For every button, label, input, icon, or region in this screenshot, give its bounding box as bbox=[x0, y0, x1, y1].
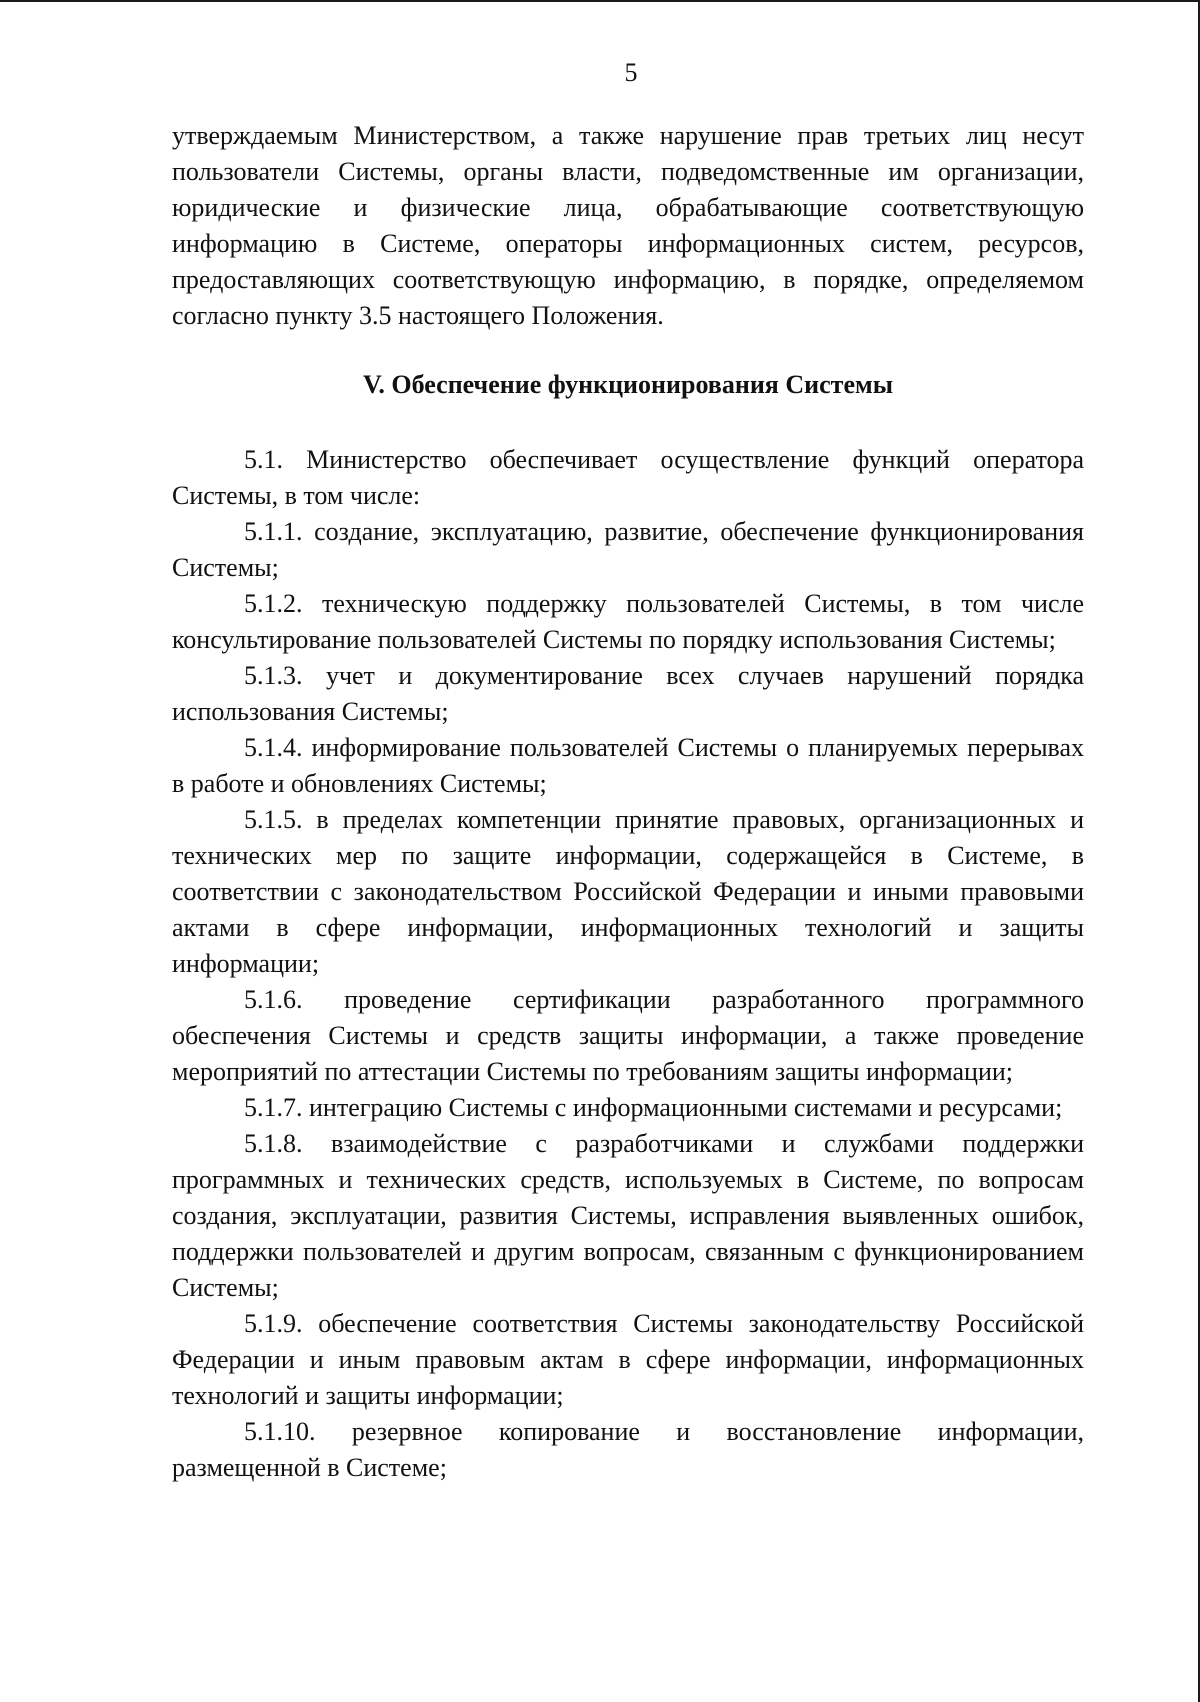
list-item bbox=[172, 1306, 1084, 1414]
item-number: 5.1.7. bbox=[244, 1093, 303, 1122]
item-text: Министерство обеспечивает осуществление функций оператора Системы, в том числе: bbox=[172, 445, 1084, 510]
list-item bbox=[172, 730, 1084, 802]
item-number: 5.1.6. bbox=[244, 985, 303, 1014]
item-number: 5.1.10. bbox=[244, 1417, 316, 1446]
item-text: интеграцию Системы с информационными системами и ресурсами; bbox=[309, 1093, 1063, 1122]
page-number: 5 bbox=[624, 58, 638, 87]
section-title: V. Обеспечение функционирования Системы bbox=[362, 370, 893, 399]
item-text: создание, эксплуатацию, развитие, обеспечение функционирования Системы; bbox=[172, 517, 1085, 582]
item-number: 5.1.2. bbox=[244, 589, 303, 618]
item-text: обеспечение соответствия Системы законодательству Российской Федерации и иным правовым актам в сфере информации, информационных технологий и защиты информации; bbox=[172, 1309, 1084, 1410]
item-number: 5.1.3. bbox=[244, 661, 303, 690]
list-item bbox=[172, 442, 1084, 514]
list-item bbox=[172, 1126, 1084, 1306]
list-item bbox=[172, 1414, 1084, 1486]
item-number: 5.1.5. bbox=[244, 805, 303, 834]
item-number: 5.1. bbox=[244, 445, 283, 474]
intro-paragraph: утверждаемым Министерством, а также нарушение прав третьих лиц несут пользователи Системы, органы власти, подведомственные им организации, юридические и физические лица, обрабатывающие соответствующую информацию в Системе, операторы информационных систем, ресурсов, предоставляющих соответствующую информацию, в порядке, определяемом согласно пункту 3.5 настоящего Положения. bbox=[172, 121, 1084, 330]
list-item bbox=[172, 514, 1084, 586]
item-text: техническую поддержку пользователей Системы, в том числе консультирование пользователей Системы по порядку использования Системы; bbox=[172, 589, 1084, 654]
list-item bbox=[172, 982, 1084, 1090]
list-item bbox=[172, 586, 1084, 658]
item-text: проведение сертификации разработанного программного обеспечения Системы и средств защиты информации, а также проведение мероприятий по аттестации Системы по требованиям защиты информации; bbox=[172, 985, 1084, 1086]
list-item bbox=[172, 802, 1084, 982]
page-top-edge bbox=[0, 0, 1200, 2]
item-text: информирование пользователей Системы о планируемых перерывах в работе и обновлениях Системы; bbox=[172, 733, 1085, 798]
list-item bbox=[172, 658, 1084, 730]
section-items bbox=[172, 442, 1084, 1486]
item-text: в пределах компетенции принятие правовых, организационных и технических мер по защите информации, содержащейся в Системе, в соответствии с законодательством Российской Федерации и иными правовыми актами в сфере информации, информационных технологий и защиты информации; bbox=[172, 805, 1084, 978]
intro-paragraph-block bbox=[172, 118, 1084, 334]
item-number: 5.1.9. bbox=[244, 1309, 303, 1338]
item-text: учет и документирование всех случаев нарушений порядка использования Системы; bbox=[172, 661, 1084, 726]
item-text: резервное копирование и восстановление информации, размещенной в Системе; bbox=[172, 1417, 1084, 1482]
item-number: 5.1.4. bbox=[244, 733, 303, 762]
item-text: взаимодействие с разработчиками и службами поддержки программных и технических средств, используемых в Системе, по вопросам создания, эксплуатации, развития Системы, исправления выявленных ошибок, поддержки пользователей и другим вопросам, связанным с функционированием Системы; bbox=[172, 1129, 1085, 1302]
list-item bbox=[172, 1090, 1084, 1126]
item-number: 5.1.8. bbox=[244, 1129, 303, 1158]
item-number: 5.1.1. bbox=[244, 517, 303, 546]
